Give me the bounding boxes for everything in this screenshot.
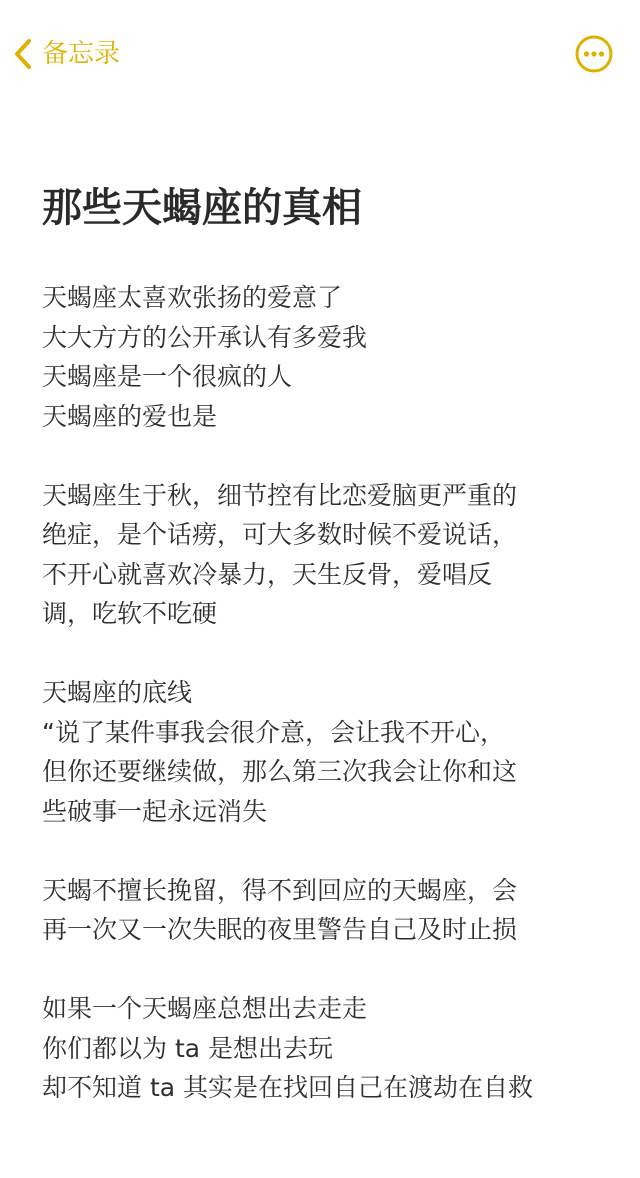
back-label: 备忘录 [42, 39, 121, 69]
note-line: 不开心就喜欢冷暴力，天生反骨，爱唱反 [42, 559, 493, 589]
note-line: 却不知道 ta 其实是在找回自己在渡劫在自救 [42, 1073, 534, 1102]
note-line: 大大方方的公开承认有多爱我 [42, 322, 368, 352]
note-line: 些破事一起永远消失 [42, 796, 268, 826]
note-line: “说了某件事我会很介意，会让我不开心， [42, 717, 505, 747]
more-circle-icon [574, 34, 614, 74]
note-line: 调，吃软不吃硬 [42, 599, 218, 628]
note-line: 如果一个天蝎座总想出去走走 [42, 994, 368, 1023]
note-line: 天蝎座的底线 [42, 678, 193, 707]
paragraph-gap [42, 950, 602, 990]
note-line: 你们都以为 ta 是想出去玩 [42, 1033, 334, 1063]
note-line: 天蝎不擅长挽留，得不到回应的天蝎座，会 [42, 875, 518, 905]
paragraph-gap [42, 436, 602, 476]
note-line: 天蝎座生于秋，细节控有比恋爱脑更严重的 [42, 480, 518, 510]
note-line: 天蝎座太喜欢张扬的爱意了 [42, 283, 343, 312]
note-body[interactable] [42, 278, 602, 1108]
more-button[interactable] [574, 34, 614, 74]
paragraph-gap [42, 634, 602, 674]
back-button[interactable] [10, 34, 120, 74]
chevron-left-icon [10, 37, 36, 71]
note-title[interactable]: 那些天蝎座的真相 [42, 185, 362, 231]
note-line: 天蝎座的爱也是 [42, 401, 218, 431]
note-line: 但你还要继续做，那么第三次我会让你和这 [42, 757, 518, 786]
paragraph-gap [42, 831, 602, 871]
note-line: 再一次又一次失眠的夜里警告自己及时止损 [42, 915, 518, 944]
navigation-bar [0, 0, 640, 110]
note-line: 绝症，是个话痨，可大多数时候不爱说话， [42, 520, 518, 549]
note-line: 天蝎座是一个很疯的人 [42, 362, 293, 391]
